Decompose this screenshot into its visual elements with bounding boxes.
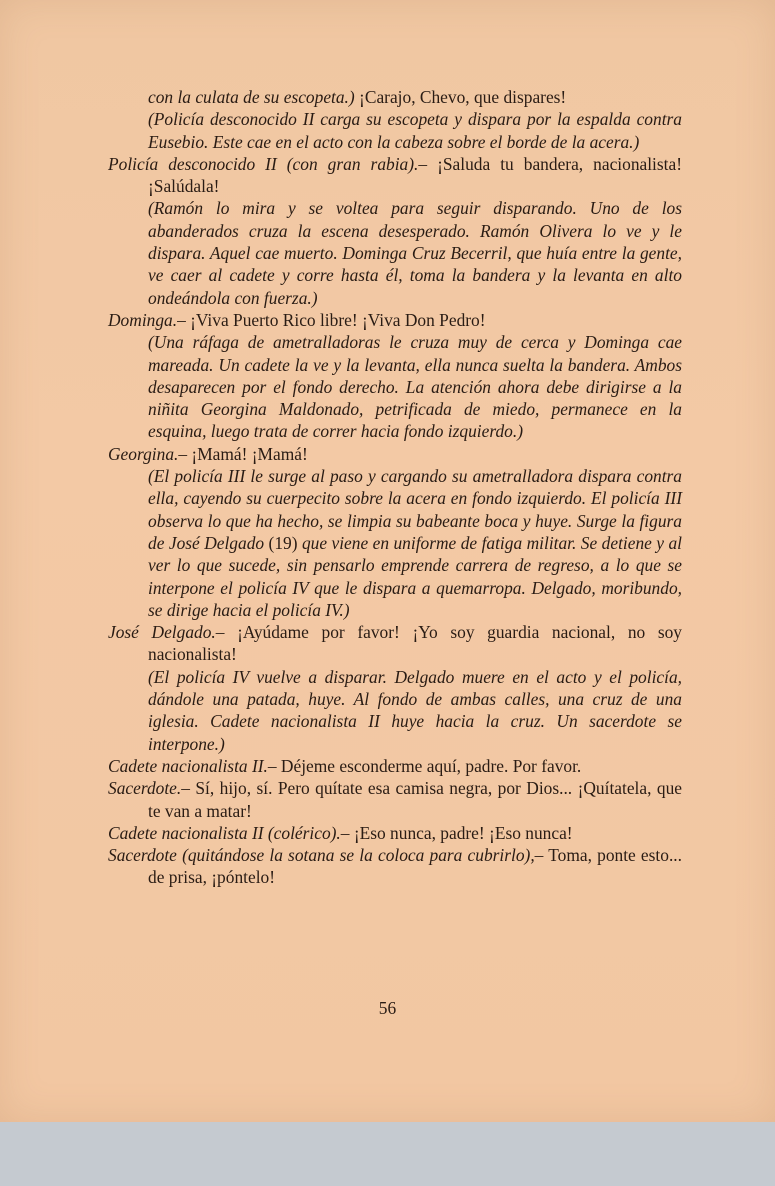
dialogue-fragment: ¡Carajo, Chevo, que dispares! (354, 87, 567, 107)
speaker-name: José Delgado.– (108, 622, 225, 643)
stage-direction: (Ramón lo mira y se voltea para seguir disparando. Uno de los abanderados cruza la escena desesperado. Ramón Olivera lo ve y le dispara. Aquel cae muerto. Dominga Cruz Becerril, que huía entre la gente, ve caer al cadete y corre hasta él, toma la bandera y la levanta en alto ondeándola con fuerza.) (148, 198, 682, 308)
speech-text: Toma, ponte esto... de prisa, ¡póntelo! (148, 845, 682, 888)
speech-text: Déjeme esconderme aquí, padre. Por favor. (276, 755, 582, 776)
stage-direction: (Policía desconocido II carga su escopeta y dispara por la espalda contra Eusebio. Este cae en el acto con la cabeza sobre el borde de la acera.) (148, 109, 682, 152)
speech-text: ¡Viva Puerto Rico libre! ¡Viva Don Pedro! (185, 309, 486, 330)
speech (108, 755, 682, 777)
stage-direction-fragment: con la culata de su escopeta.) (148, 87, 355, 107)
speaker-name: Dominga.– (108, 309, 186, 330)
footnote-number: (19) (268, 532, 298, 553)
continued-line (108, 86, 682, 108)
speech-text: ¡Ayúdame por favor! ¡Yo soy guardia nacional, no soy nacionalista! (148, 622, 682, 665)
speech (108, 621, 682, 666)
page-number: 56 (378, 998, 397, 1018)
play-text (108, 86, 682, 889)
stage-direction: (El policía IV vuelve a disparar. Delgado muere en el acto y el policía, dándole una patada, huye. Al fondo de ambas calles, una cruz de una iglesia. Cadete nacionalista II huye hacia la cruz. Un sacerdote se interpone.) (148, 666, 682, 754)
speaker-name: Sacerdote.– (108, 778, 190, 799)
speech (108, 309, 682, 331)
stage-direction (108, 465, 682, 621)
speech (108, 822, 682, 844)
speaker-name: Cadete nacionalista II (colérico).– (108, 822, 350, 843)
speaker-name: Policía desconocido II (con gran rabia).– (108, 153, 428, 174)
speech (108, 443, 682, 465)
speech-text: ¡Saluda tu bandera, nacionalista! ¡Salúdala! (148, 153, 682, 197)
speech (108, 777, 682, 822)
stage-direction-part: (El policía III le surge al paso y cargando su ametralladora dispara contra ella, cayendo su cuerpecito sobre la acera en fondo izquierdo. El policía III observa lo que ha hecho, se limpia su babeante boca y huye. Surge la figura de José Delgado (148, 466, 682, 553)
stage-direction: (Una ráfaga de ametralladoras le cruza muy de cerca y Dominga cae mareada. Un cadete la ve y la levanta, ella nunca suelta la bandera. Ambos desaparecen por el fondo derecho. La atención ahora debe dirigirse a la niñita Georgina Maldonado, petrificada de miedo, permanece en la esquina, luego trata de correr hacia fondo izquierdo.) (148, 332, 682, 442)
speaker-name: Georgina.– (108, 443, 188, 464)
speaker-name: Cadete nacionalista II.– (108, 755, 277, 776)
speech-text: Sí, hijo, sí. Pero quítate esa camisa negra, por Dios... ¡Quítatela, que te van a matar! (148, 778, 682, 821)
speaker-name: Sacerdote (quitándose la sotana se la coloca para cubrirlo),– (108, 845, 544, 866)
speech (108, 844, 682, 889)
stage-direction-part: que viene en uniforme de fatiga militar. Se detiene y al ver lo que sucede, sin pensarlo emprende carrera de regreso, a lo que se interpone el policía IV que le dispara a quemarropa. Delgado, moribundo, se dirige hacia el policía IV.) (148, 532, 682, 620)
speech-text: ¡Eso nunca, padre! ¡Eso nunca! (349, 822, 573, 843)
speech-text: ¡Mamá! ¡Mamá! (187, 443, 308, 464)
speech (108, 153, 682, 198)
